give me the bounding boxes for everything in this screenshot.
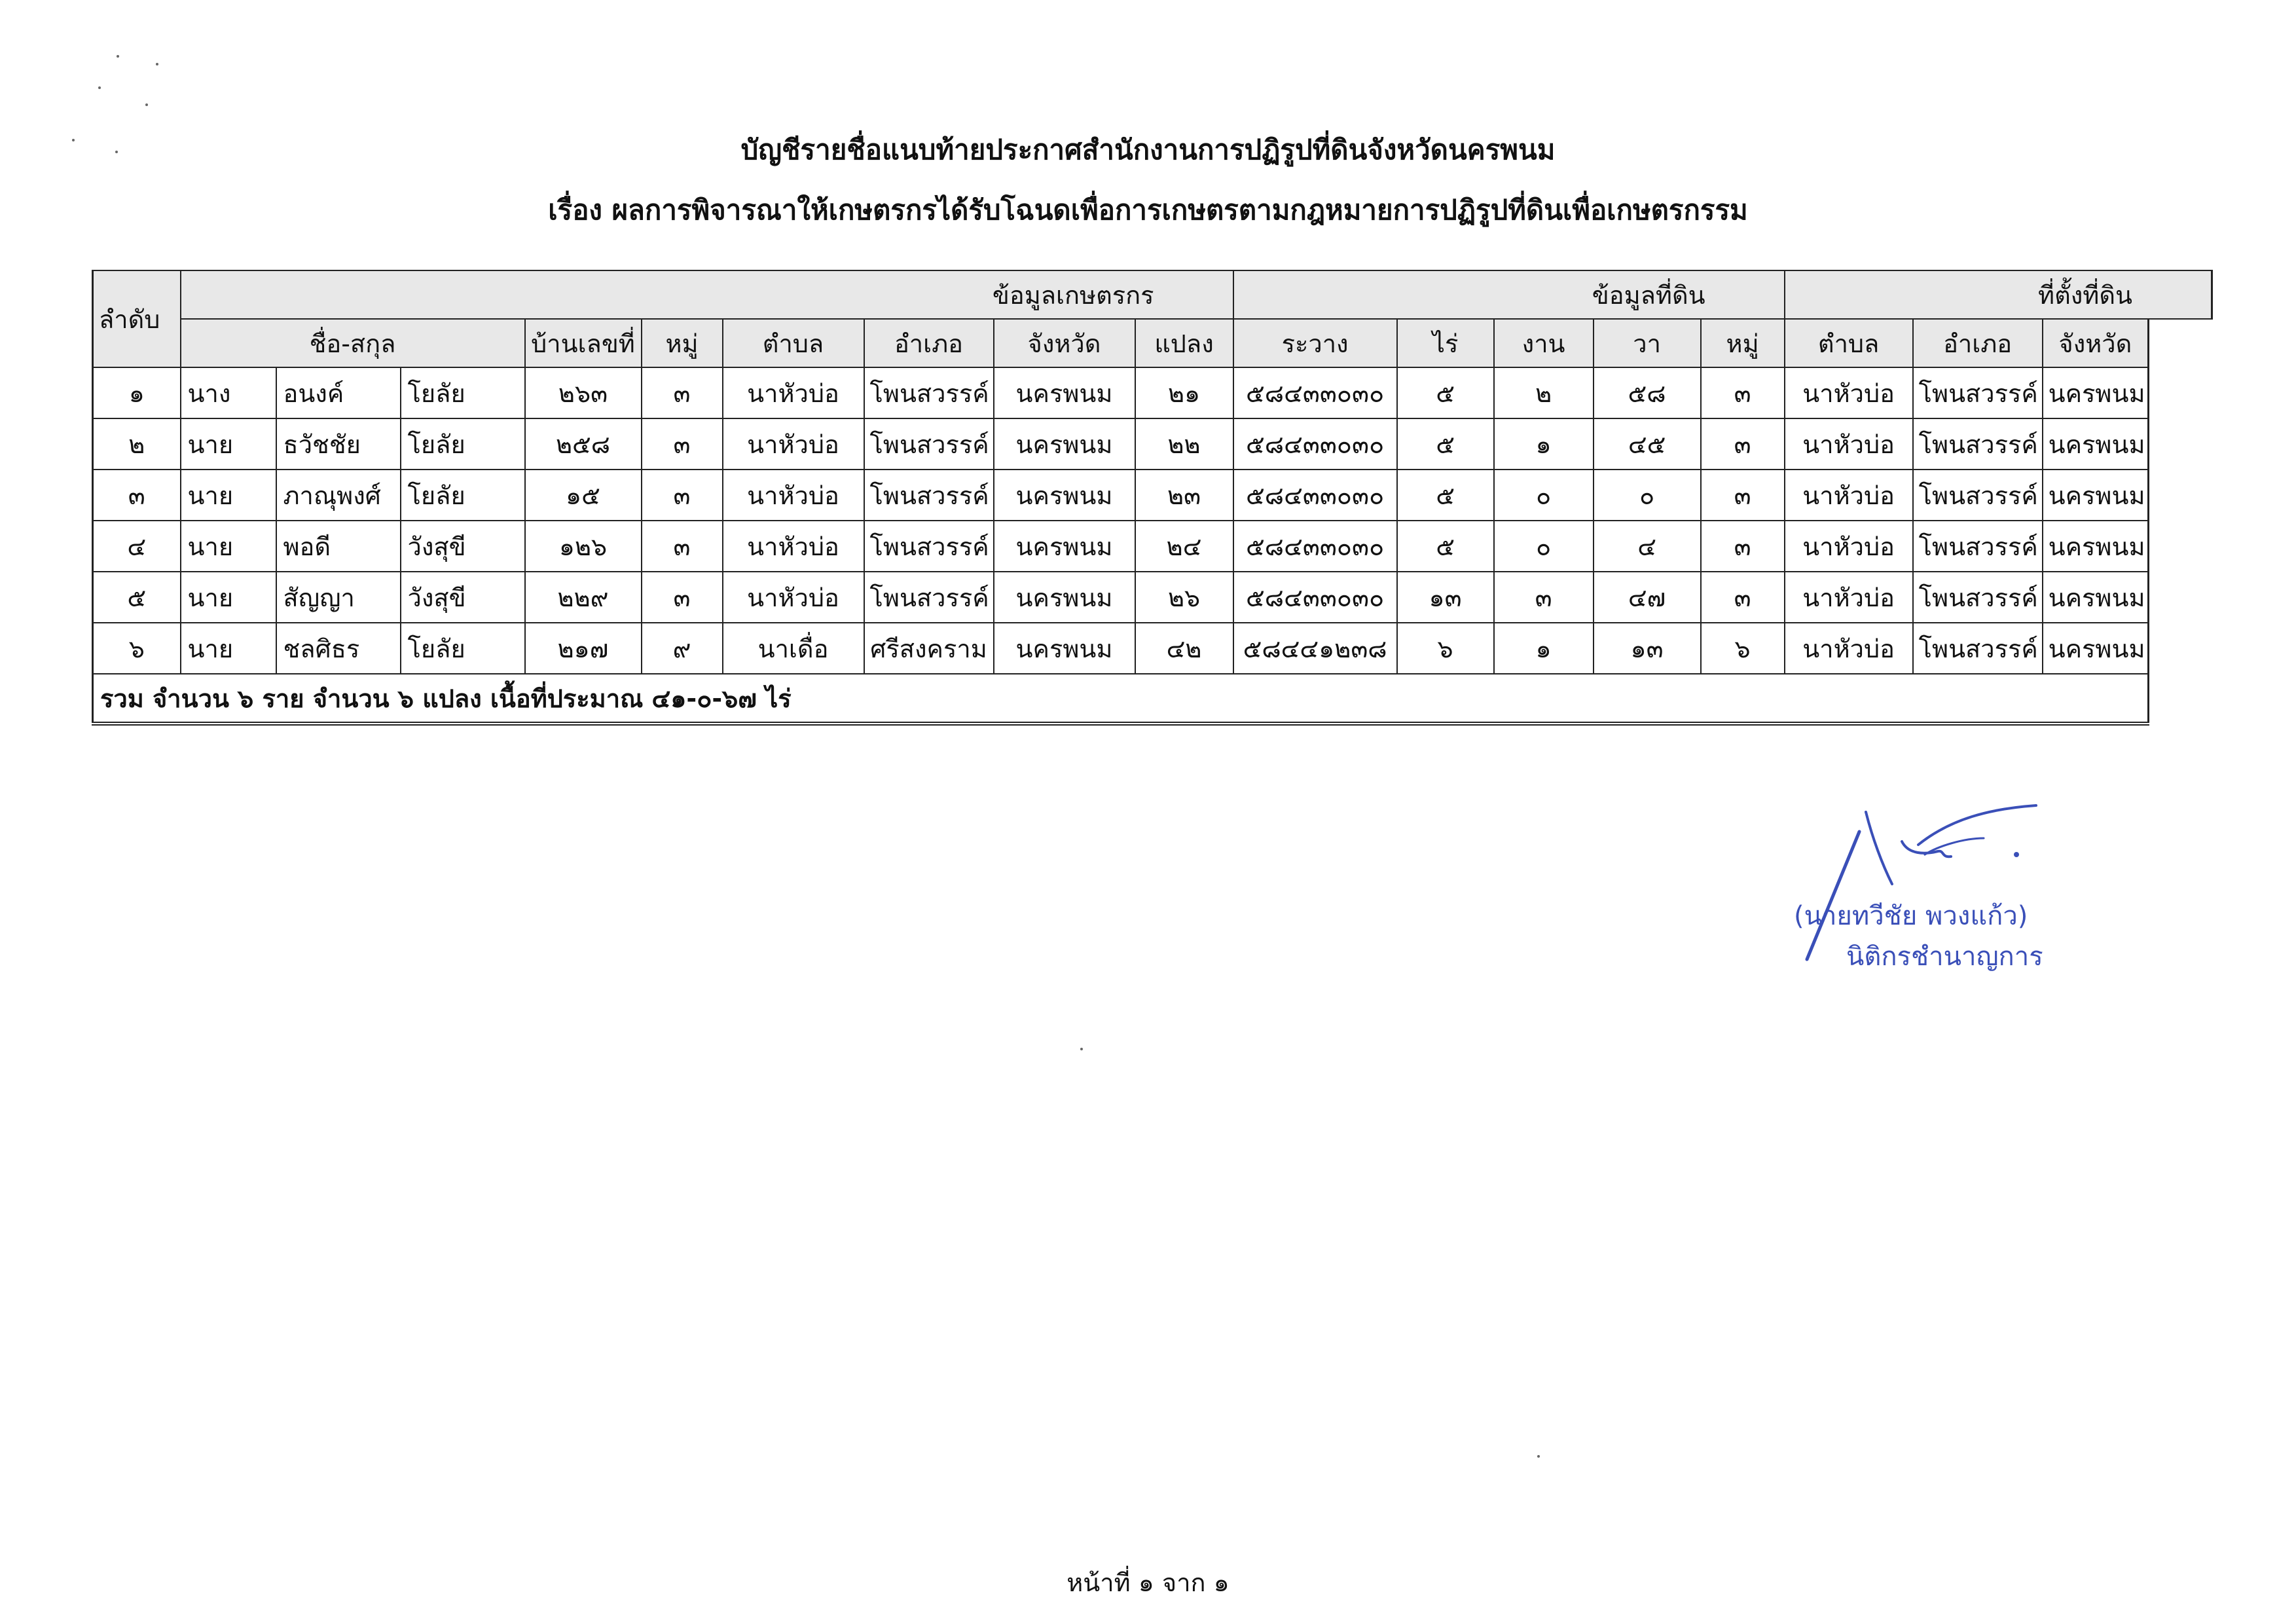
table-row — [93, 521, 2212, 572]
wa-cell: ๔ — [1594, 521, 1701, 572]
first-name-cell: ธวัชชัย — [276, 418, 401, 470]
rawang-cell: ๕๘๔๓๓๐๓๐ — [1233, 521, 1397, 572]
plot-cell: ๒๒ — [1135, 418, 1233, 470]
rawang-cell: ๕๘๔๓๓๐๓๐ — [1233, 418, 1397, 470]
table-row — [93, 623, 2212, 674]
plot-cell: ๒๖ — [1135, 572, 1233, 623]
location-amphoe-cell: โพนสวรรค์ — [1913, 418, 2043, 470]
amphoe-cell: โพนสวรรค์ — [864, 521, 994, 572]
location-tambon-cell: นาหัวบ่อ — [1785, 623, 1913, 674]
signer-name: (นายทวีชัย พวงแก้ว) — [1794, 901, 2028, 931]
seq-cell: ๖ — [93, 623, 181, 674]
title-cell: นาย — [181, 418, 276, 470]
rai-cell: ๕ — [1397, 470, 1494, 521]
house-no-header: บ้านเลขที่ — [525, 319, 642, 367]
rai-cell: ๖ — [1397, 623, 1494, 674]
first-name-cell: อนงค์ — [276, 367, 401, 418]
land-location-header: ที่ตั้งที่ดิน — [1785, 270, 2212, 319]
title-cell: นาง — [181, 367, 276, 418]
seq-cell: ๕ — [93, 572, 181, 623]
rawang-cell: ๕๘๔๓๓๐๓๐ — [1233, 367, 1397, 418]
location-moo-header: หมู่ — [1701, 319, 1785, 367]
province-cell: นครพนม — [994, 623, 1135, 674]
ngan-cell: ๓ — [1494, 572, 1594, 623]
summary-text: รวม จำนวน ๖ ราย จำนวน ๖ แปลง เนื้อที่ประมาณ ๔๑-๐-๖๗ ไร่ — [93, 674, 2149, 724]
table-row — [93, 572, 2212, 623]
location-province-cell: นครพนม — [2043, 521, 2149, 572]
amphoe-cell: โพนสวรรค์ — [864, 572, 994, 623]
column-header-row — [93, 319, 2212, 367]
location-province-cell: นครพนม — [2043, 470, 2149, 521]
farmer-info-header: ข้อมูลเกษตรกร — [181, 270, 1233, 319]
seq-cell: ๑ — [93, 367, 181, 418]
document-title: บัญชีรายชื่อแนบท้ายประกาศสำนักงานการปฏิรูปที่ดินจังหวัดนครพนม — [740, 134, 1556, 166]
tambon-cell: นาหัวบ่อ — [723, 470, 864, 521]
house-no-cell: ๒๒๙ — [525, 572, 642, 623]
scan-speck — [115, 151, 118, 153]
wa-cell: ๔๕ — [1594, 418, 1701, 470]
location-province-header: จังหวัด — [2043, 319, 2149, 367]
location-tambon-cell: นาหัวบ่อ — [1785, 418, 1913, 470]
moo-cell: ๓ — [642, 470, 723, 521]
wa-header: วา — [1594, 319, 1701, 367]
first-name-cell: สัญญา — [276, 572, 401, 623]
location-amphoe-cell: โพนสวรรค์ — [1913, 470, 2043, 521]
province-cell: นครพนม — [994, 521, 1135, 572]
location-amphoe-cell: โพนสวรรค์ — [1913, 521, 2043, 572]
location-province-cell: นครพนม — [2043, 367, 2149, 418]
last-name-cell: โยลัย — [401, 623, 525, 674]
moo-cell: ๓ — [642, 572, 723, 623]
plot-header: แปลง — [1135, 319, 1233, 367]
rawang-cell: ๕๘๔๔๑๒๓๘ — [1233, 623, 1397, 674]
first-name-cell: ภาณุพงศ์ — [276, 470, 401, 521]
wa-cell: ๕๘ — [1594, 367, 1701, 418]
province-cell: นครพนม — [994, 367, 1135, 418]
location-province-cell: นครพนม — [2043, 418, 2149, 470]
name-header: ชื่อ-สกุล — [181, 319, 525, 367]
last-name-cell: โยลัย — [401, 367, 525, 418]
group-header-row — [93, 270, 2212, 319]
land-info-header: ข้อมูลที่ดิน — [1233, 270, 1785, 319]
document-subject: เรื่อง ผลการพิจารณาให้เกษตรกรได้รับโฉนดเพื่อการเกษตรตามกฎหมายการปฏิรูปที่ดินเพื่อเกษตรกรรม — [548, 194, 1748, 226]
wa-cell: ๔๗ — [1594, 572, 1701, 623]
summary-row — [93, 674, 2212, 724]
scan-speck — [1537, 1455, 1540, 1458]
rai-cell: ๕ — [1397, 418, 1494, 470]
moo-cell: ๙ — [642, 623, 723, 674]
rai-cell: ๑๓ — [1397, 572, 1494, 623]
scan-speck — [1080, 1048, 1083, 1050]
ngan-cell: ๑ — [1494, 418, 1594, 470]
location-tambon-header: ตำบล — [1785, 319, 1913, 367]
seq-cell: ๓ — [93, 470, 181, 521]
ngan-cell: ๐ — [1494, 521, 1594, 572]
last-name-cell: โยลัย — [401, 470, 525, 521]
tambon-cell: นาหัวบ่อ — [723, 521, 864, 572]
tambon-cell: นาหัวบ่อ — [723, 572, 864, 623]
first-name-cell: พอดี — [276, 521, 401, 572]
rawang-cell: ๕๘๔๓๓๐๓๐ — [1233, 470, 1397, 521]
scan-speck — [72, 139, 75, 141]
amphoe-cell: โพนสวรรค์ — [864, 470, 994, 521]
first-name-cell: ชลศิธร — [276, 623, 401, 674]
scan-speck — [117, 55, 119, 58]
tambon-cell: นาเดื่อ — [723, 623, 864, 674]
location-tambon-cell: นาหัวบ่อ — [1785, 367, 1913, 418]
house-no-cell: ๒๕๘ — [525, 418, 642, 470]
location-province-cell: นครพนม — [2043, 572, 2149, 623]
title-cell: นาย — [181, 521, 276, 572]
tambon-header: ตำบล — [723, 319, 864, 367]
location-amphoe-header: อำเภอ — [1913, 319, 2043, 367]
moo-cell: ๓ — [642, 418, 723, 470]
location-moo-cell: ๓ — [1701, 521, 1785, 572]
location-amphoe-cell: โพนสวรรค์ — [1913, 572, 2043, 623]
province-cell: นครพนม — [994, 470, 1135, 521]
signer-position: นิติกรชำนาญการ — [1846, 942, 2043, 972]
location-amphoe-cell: โพนสวรรค์ — [1913, 367, 2043, 418]
rai-header: ไร่ — [1397, 319, 1494, 367]
scan-speck — [98, 86, 101, 89]
location-tambon-cell: นาหัวบ่อ — [1785, 470, 1913, 521]
page-number: หน้าที่ ๑ จาก ๑ — [1066, 1568, 1230, 1597]
rawang-cell: ๕๘๔๓๓๐๓๐ — [1233, 572, 1397, 623]
scan-speck — [156, 63, 158, 65]
plot-cell: ๒๔ — [1135, 521, 1233, 572]
moo-cell: ๓ — [642, 367, 723, 418]
ngan-header: งาน — [1494, 319, 1594, 367]
location-moo-cell: ๓ — [1701, 470, 1785, 521]
location-tambon-cell: นาหัวบ่อ — [1785, 521, 1913, 572]
ngan-cell: ๒ — [1494, 367, 1594, 418]
title-cell: นาย — [181, 623, 276, 674]
province-cell: นครพนม — [994, 572, 1135, 623]
location-tambon-cell: นาหัวบ่อ — [1785, 572, 1913, 623]
plot-cell: ๒๑ — [1135, 367, 1233, 418]
seq-header: ลำดับ — [93, 270, 181, 367]
ngan-cell: ๑ — [1494, 623, 1594, 674]
house-no-cell: ๑๒๖ — [525, 521, 642, 572]
location-amphoe-cell: โพนสวรรค์ — [1913, 623, 2043, 674]
house-no-cell: ๒๑๗ — [525, 623, 642, 674]
location-moo-cell: ๓ — [1701, 418, 1785, 470]
plot-cell: ๒๓ — [1135, 470, 1233, 521]
location-province-cell: นครพนม — [2043, 623, 2149, 674]
house-no-cell: ๒๖๓ — [525, 367, 642, 418]
amphoe-cell: ศรีสงคราม — [864, 623, 994, 674]
rai-cell: ๕ — [1397, 521, 1494, 572]
rawang-header: ระวาง — [1233, 319, 1397, 367]
location-moo-cell: ๓ — [1701, 572, 1785, 623]
ngan-cell: ๐ — [1494, 470, 1594, 521]
last-name-cell: โยลัย — [401, 418, 525, 470]
last-name-cell: วังสุขี — [401, 521, 525, 572]
province-header: จังหวัด — [994, 319, 1135, 367]
table-row — [93, 367, 2212, 418]
title-cell: นาย — [181, 572, 276, 623]
moo-header: หมู่ — [642, 319, 723, 367]
location-moo-cell: ๓ — [1701, 367, 1785, 418]
scan-speck — [145, 103, 148, 106]
wa-cell: ๐ — [1594, 470, 1701, 521]
house-no-cell: ๑๕ — [525, 470, 642, 521]
tambon-cell: นาหัวบ่อ — [723, 418, 864, 470]
table-row — [93, 470, 2212, 521]
rai-cell: ๕ — [1397, 367, 1494, 418]
amphoe-header: อำเภอ — [864, 319, 994, 367]
tambon-cell: นาหัวบ่อ — [723, 367, 864, 418]
plot-cell: ๔๒ — [1135, 623, 1233, 674]
last-name-cell: วังสุขี — [401, 572, 525, 623]
moo-cell: ๓ — [642, 521, 723, 572]
amphoe-cell: โพนสวรรค์ — [864, 418, 994, 470]
seq-cell: ๒ — [93, 418, 181, 470]
table-row — [93, 418, 2212, 470]
farmer-land-table — [92, 270, 2213, 726]
amphoe-cell: โพนสวรรค์ — [864, 367, 994, 418]
title-cell: นาย — [181, 470, 276, 521]
location-moo-cell: ๖ — [1701, 623, 1785, 674]
province-cell: นครพนม — [994, 418, 1135, 470]
seq-cell: ๔ — [93, 521, 181, 572]
wa-cell: ๑๓ — [1594, 623, 1701, 674]
